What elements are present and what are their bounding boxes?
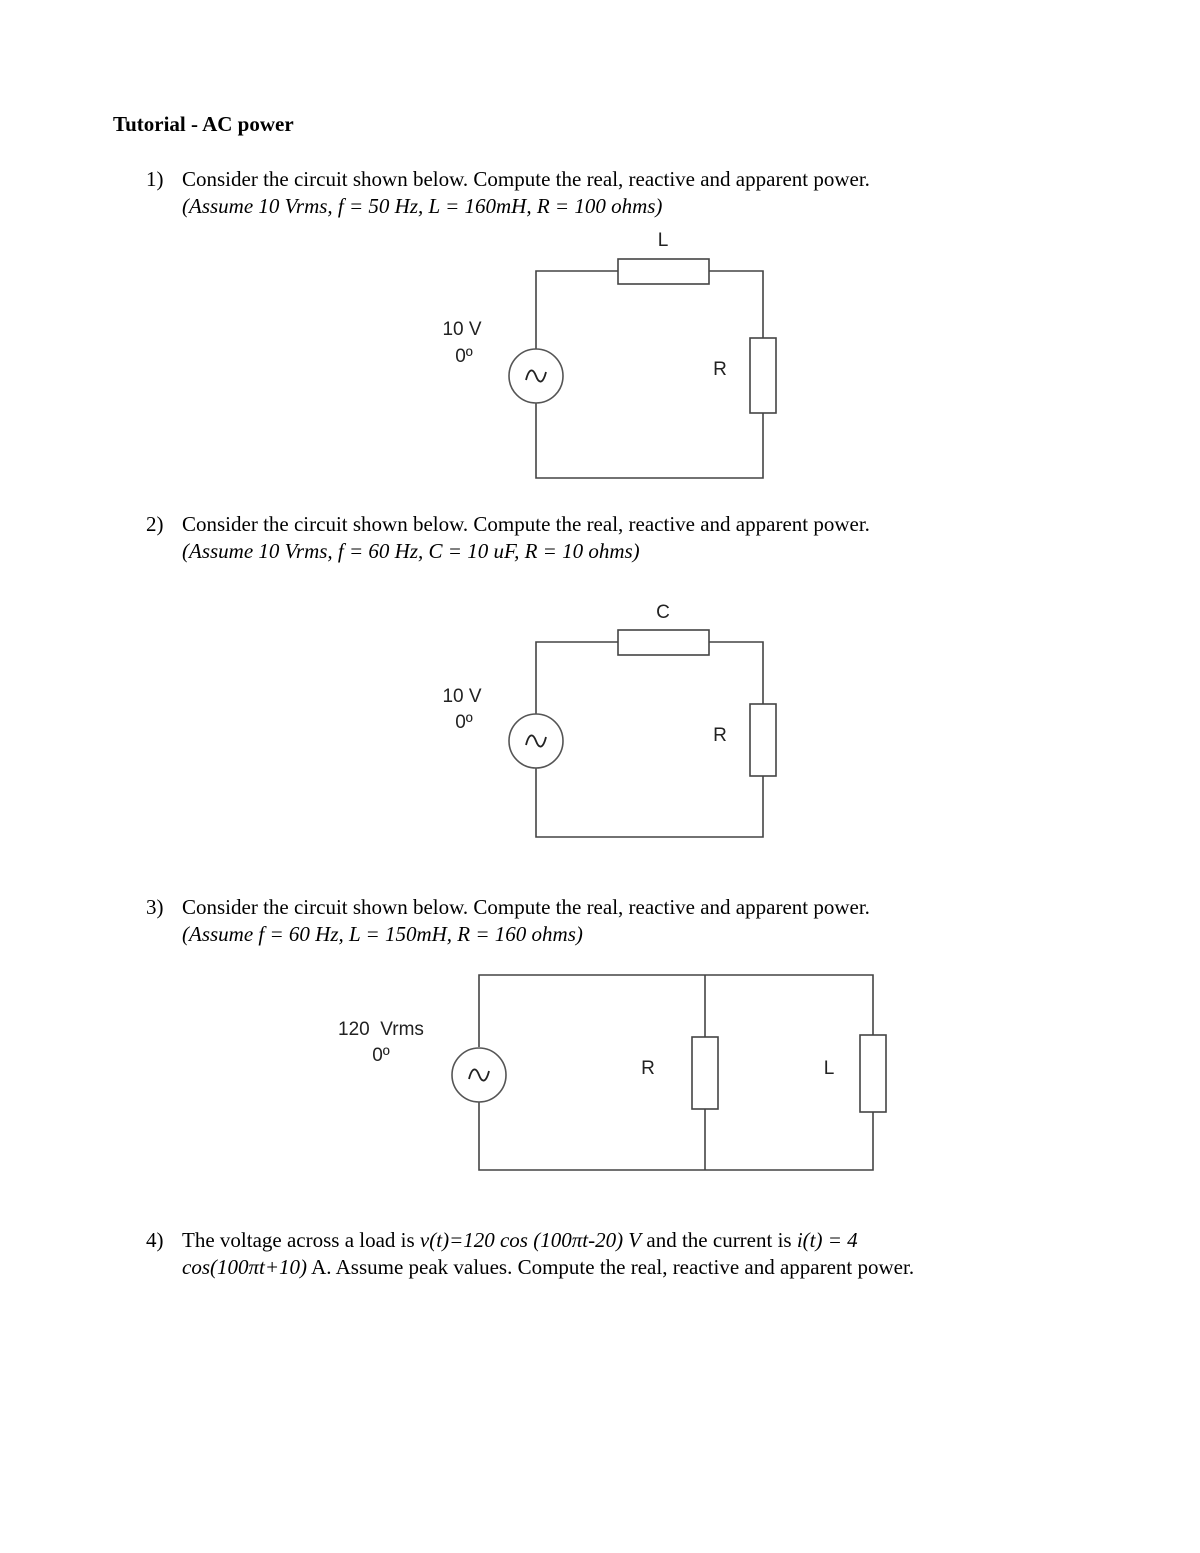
question-assumptions: (Assume 10 Vrms, f = 60 Hz, C = 10 uF, R = 10 ohms) <box>182 539 640 563</box>
resistor-label: R <box>641 1058 655 1079</box>
question-number: 4) <box>146 1228 164 1252</box>
inductor-l <box>860 1035 886 1112</box>
question-text: Consider the circuit shown below. Compute the real, reactive and apparent power. <box>182 512 870 536</box>
question-text: Consider the circuit shown below. Compute the real, reactive and apparent power. <box>182 167 870 191</box>
question-number: 2) <box>146 512 164 536</box>
question-text: A. Assume peak values. Compute the real, reactive and apparent power. <box>307 1255 915 1279</box>
inductor-label: L <box>823 1058 835 1079</box>
source-phase-label: 0º <box>372 1045 390 1066</box>
question-text: Consider the circuit shown below. Compute the real, reactive and apparent power. <box>182 895 870 919</box>
resistor-r <box>692 1037 718 1109</box>
source-voltage-label: 10 V <box>442 319 482 340</box>
inductor-label: L <box>657 230 669 251</box>
question-number: 3) <box>146 895 164 919</box>
question-assumptions: (Assume 10 Vrms, f = 50 Hz, L = 160mH, R = 100 ohms) <box>182 194 663 218</box>
resistor-label: R <box>713 725 727 746</box>
current-expression: cos(100πt+10) <box>182 1255 308 1279</box>
question-text: and the current is <box>641 1228 797 1252</box>
question-assumptions: (Assume f = 60 Hz, L = 150mH, R = 160 ohms) <box>182 922 583 946</box>
capacitor-label: C <box>656 602 670 623</box>
question-4 <box>146 1227 1046 1281</box>
current-expression: i(t) = 4 <box>796 1228 858 1252</box>
wire <box>479 975 873 1047</box>
question-number: 1) <box>146 167 164 191</box>
source-phase-label: 0º <box>455 346 473 367</box>
source-voltage-label: 120 Vrms <box>338 1019 424 1040</box>
source-voltage-label: 10 V <box>442 686 482 707</box>
resistor-label: R <box>713 359 727 380</box>
voltage-expression: v(t)=120 cos (100πt-20) V <box>419 1228 642 1252</box>
source-phase-label: 0º <box>455 712 473 733</box>
wire <box>479 1102 873 1170</box>
page-title: Tutorial - AC power <box>113 112 294 136</box>
question-text: The voltage across a load is <box>182 1228 420 1252</box>
